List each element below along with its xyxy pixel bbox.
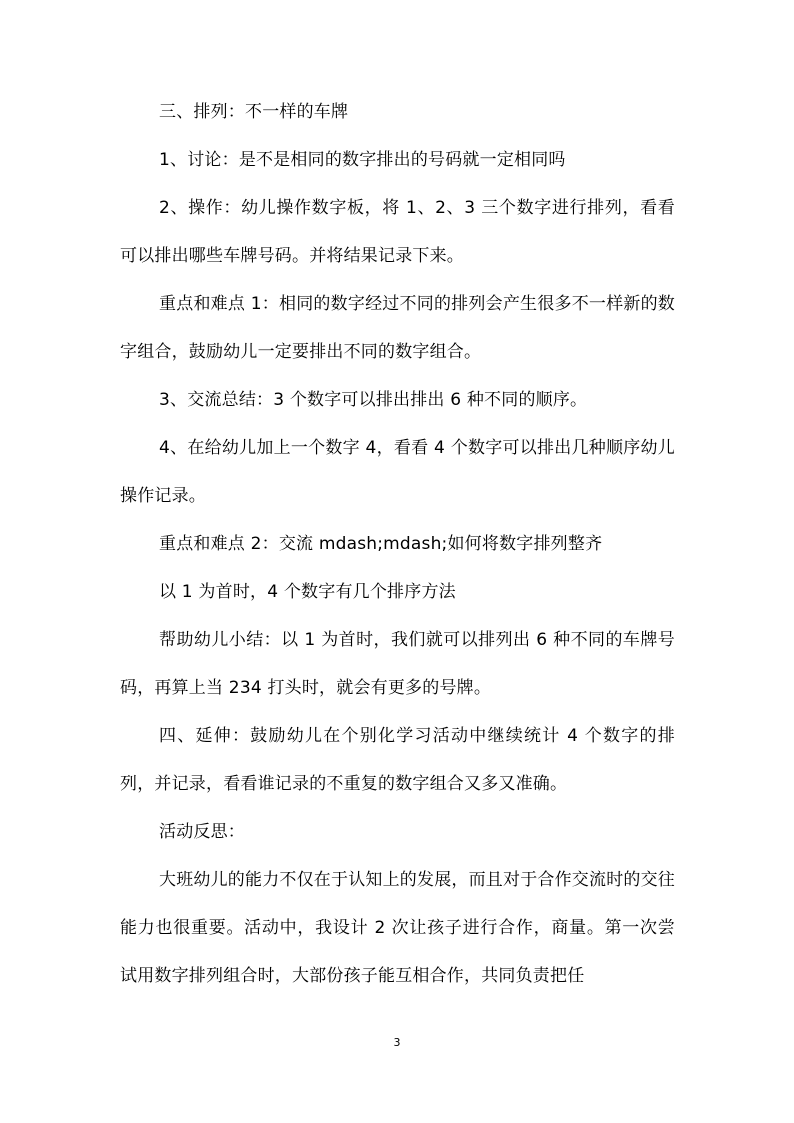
paragraph-help-summary: 帮助幼儿小结：以 1 为首时，我们就可以排列出 6 种不同的车牌号码，再算上当 234 打头时，就会有更多的号牌。: [120, 630, 675, 698]
paragraph-summary: 3、交流总结：3 个数字可以排出排出 6 种不同的顺序。: [159, 390, 588, 410]
document-body: [120, 88, 675, 1000]
paragraph-leading-one: 以 1 为首时，4 个数字有几个排序方法: [159, 582, 456, 602]
page-number: 3: [393, 1036, 401, 1049]
heading-activity-reflection: 活动反思：: [159, 822, 245, 842]
paragraph-key-point-1: 重点和难点 1：相同的数字经过不同的排列会产生很多不一样新的数字组合，鼓励幼儿一定要排出不同的数字组合。: [120, 294, 675, 362]
paragraph-reflection: 大班幼儿的能力不仅在于认知上的发展，而且对于合作交流时的交往能力也很重要。活动中，我设计 2 次让孩子进行合作，商量。第一次尝试用数字排列组合时，大部份孩子能互相合作，共同负责把任: [120, 870, 675, 986]
paragraph-add-number: 4、在给幼儿加上一个数字 4，看看 4 个数字可以排出几种顺序幼儿操作记录。: [120, 438, 675, 506]
paragraph-discussion: 1、讨论：是不是相同的数字排出的号码就一定相同吗: [159, 150, 566, 170]
paragraph-operation: 2、操作：幼儿操作数字板，将 1、2、3 三个数字进行排列，看看可以排出哪些车牌号码。并将结果记录下来。: [120, 198, 675, 266]
section-heading-arrangement: 三、排列：不一样的车牌: [159, 102, 349, 122]
paragraph-key-point-2: 重点和难点 2：交流 mdash;mdash;如何将数字排列整齐: [159, 534, 603, 554]
section-heading-extension: 四、延伸：鼓励幼儿在个别化学习活动中继续统计 4 个数字的排列，并记录，看看谁记录的不重复的数字组合又多又准确。: [120, 726, 675, 794]
